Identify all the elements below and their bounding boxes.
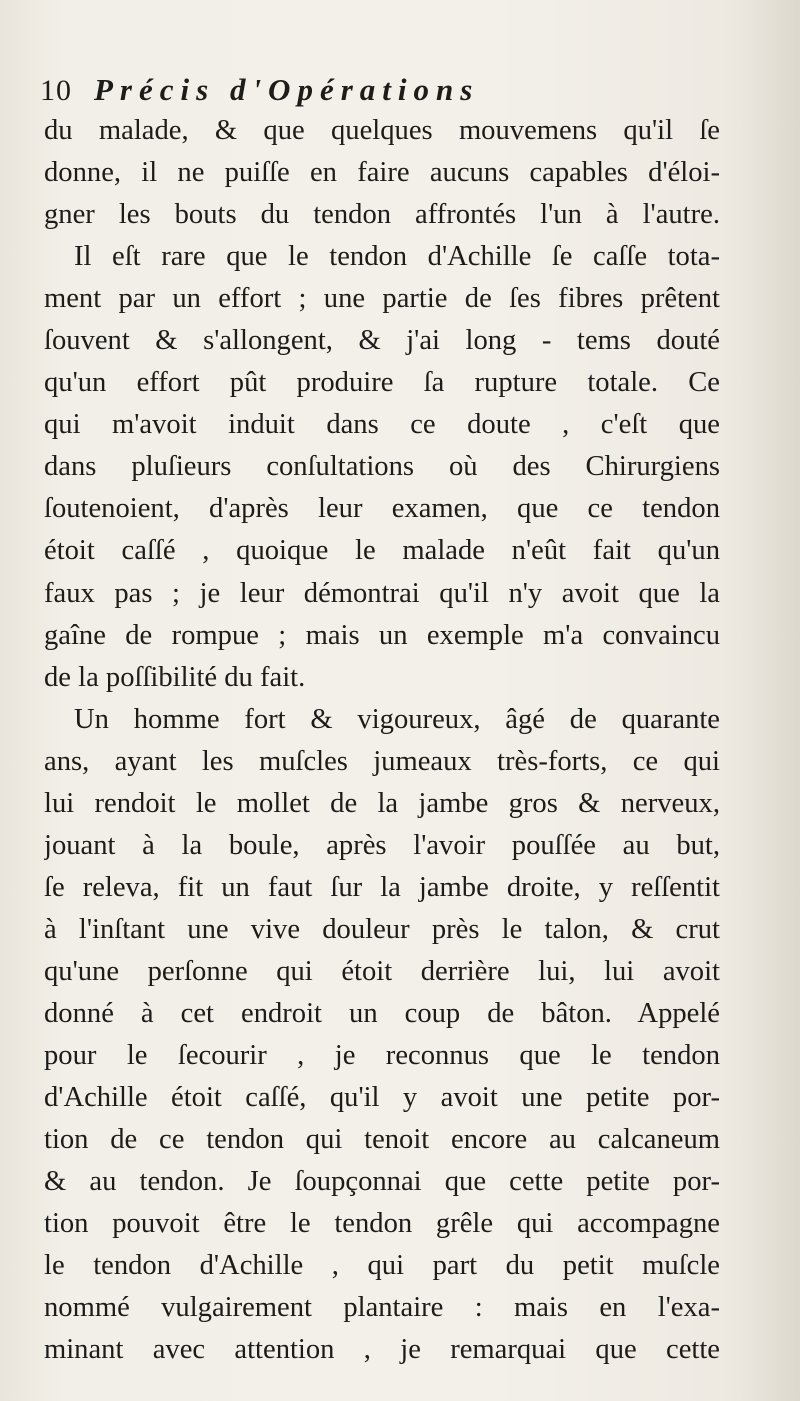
text-line: ans, ayant les muſcles jumeaux très-forts, ce qui — [44, 745, 720, 777]
text-line: gner les bouts du tendon affrontés l'un à l'autre. — [44, 199, 720, 231]
text-line: le tendon d'Achille , qui part du petit muſcle — [44, 1250, 720, 1282]
text-line: étoit caſſé , quoique le malade n'eût fait qu'un — [44, 535, 720, 567]
text-line: minant avec attention , je remarquai que cette — [44, 1334, 720, 1366]
text-line: Il eſt rare que le tendon d'Achille ſe caſſe tota- — [74, 241, 720, 273]
text-line: nommé vulgairement plantaire : mais en l'exa- — [44, 1292, 720, 1324]
text-line: qu'un effort pût produire ſa rupture totale. Ce — [44, 367, 720, 399]
text-line: tion de ce tendon qui tenoit encore au calcaneum — [44, 1124, 720, 1156]
text-line: donné à cet endroit un coup de bâton. Appelé — [44, 997, 720, 1029]
page-edge-shading — [740, 0, 800, 1401]
text-line: lui rendoit le mollet de la jambe gros & nerveux, — [44, 787, 720, 819]
page-number: 10 — [40, 74, 72, 107]
body-text — [44, 110, 720, 1371]
text-line: Un homme fort & vigoureux, âgé de quarante — [74, 703, 720, 735]
text-line: & au tendon. Je ſoupçonnai que cette petite por- — [44, 1166, 720, 1198]
text-line: ſe releva, fit un faut ſur la jambe droite, y reſſentit — [44, 871, 720, 903]
text-line: tion pouvoit être le tendon grêle qui accompagne — [44, 1208, 720, 1240]
text-line: qui m'avoit induit dans ce doute , c'eſt que — [44, 409, 720, 441]
text-line: ment par un effort ; une partie de ſes fibres prêtent — [44, 283, 720, 315]
text-line: ſouvent & s'allongent, & j'ai long - tems douté — [44, 325, 720, 357]
text-line: donne, il ne puiſſe en faire aucuns capables d'éloi- — [44, 157, 720, 189]
text-line: jouant à la boule, après l'avoir pouſſée au but, — [44, 829, 720, 861]
text-line: qu'une perſonne qui étoit derrière lui, lui avoit — [44, 955, 720, 987]
text-line: à l'inſtant une vive douleur près le talon, & crut — [44, 913, 720, 945]
text-line: faux pas ; je leur démontrai qu'il n'y avoit que la — [44, 577, 720, 609]
running-title: Précis d'Opérations — [94, 72, 480, 107]
text-line: gaîne de rompue ; mais un exemple m'a convaincu — [44, 619, 720, 651]
text-line: du malade, & que quelques mouvemens qu'il ſe — [44, 115, 720, 146]
text-line: ſoutenoient, d'après leur examen, que ce tendon — [44, 493, 720, 525]
text-line: d'Achille étoit caſſé, qu'il y avoit une petite por- — [44, 1082, 720, 1114]
running-head — [40, 72, 720, 112]
text-line: pour le ſecourir , je reconnus que le tendon — [44, 1040, 720, 1072]
text-line: de la poſſibilité du fait. — [44, 661, 306, 693]
text-line: dans pluſieurs conſultations où des Chirurgiens — [44, 451, 720, 483]
